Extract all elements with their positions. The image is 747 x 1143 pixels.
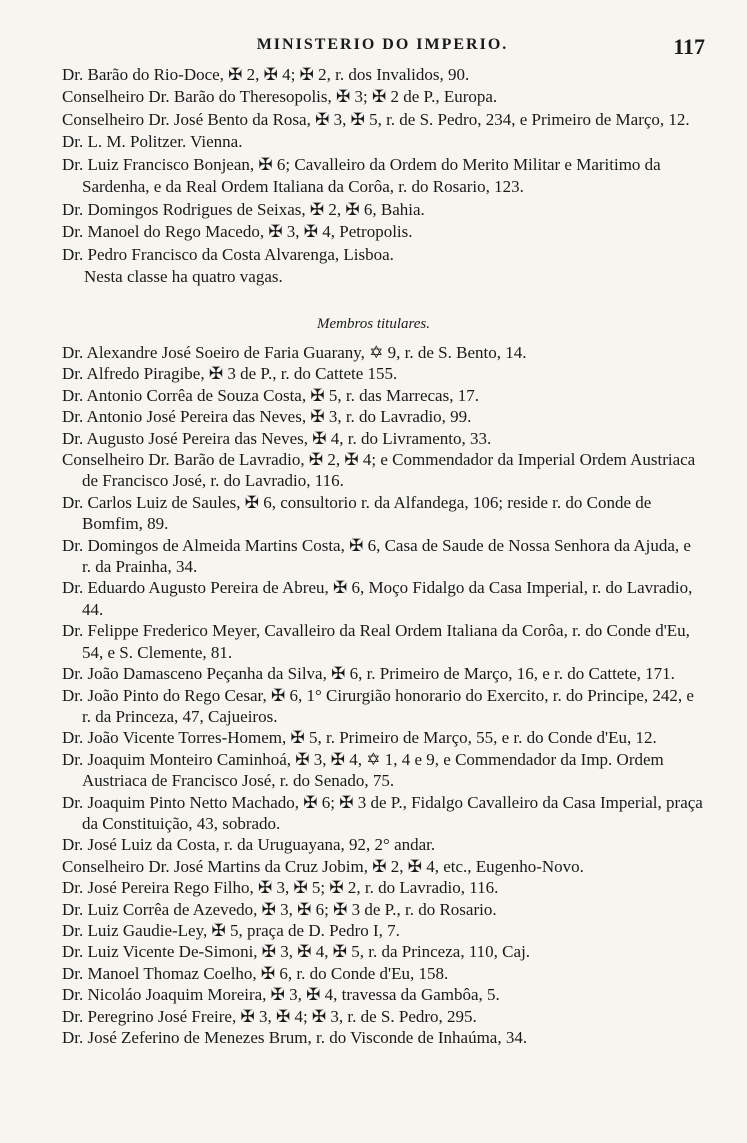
- list-item: Dr. Eduardo Augusto Pereira de Abreu, ✠ 6, Moço Fidalgo da Casa Imperial, r. do Lavradio, 44.: [62, 578, 693, 619]
- list-item: Conselheiro Dr. José Martins da Cruz Jobim, ✠ 2, ✠ 4, etc., Eugenho-Novo.: [62, 856, 584, 876]
- members-list: [62, 342, 703, 1048]
- list-item: Dr. Manoel Thomaz Coelho, ✠ 6, r. do Conde d'Eu, 158.: [62, 963, 449, 983]
- list-item: Dr. Joaquim Monteiro Caminhoá, ✠ 3, ✠ 4, ✡ 1, 4 e 9, e Commendador da Imp. Ordem Austriaca de Francisco José, r. do Senado, 75.: [62, 749, 664, 791]
- list-item: Dr. João Pinto do Rego Cesar, ✠ 6, 1° Cirurgião honorario do Exercito, r. do Principe, 242, e r. da Princeza, 47, Cajueiros.: [62, 685, 694, 726]
- list-item: Dr. Domingos de Almeida Martins Costa, ✠ 6, Casa de Saude de Nossa Senhora da Ajuda, e r. da Prainha, 34.: [62, 535, 691, 577]
- list-item: Dr. Peregrino José Freire, ✠ 3, ✠ 4; ✠ 3, r. de S. Pedro, 295.: [62, 1006, 477, 1026]
- list-item: Dr. Alfredo Piragibe, ✠ 3 de P., r. do Cattete 155.: [62, 364, 398, 384]
- list-item: Dr. Nicoláo Joaquim Moreira, ✠ 3, ✠ 4, travessa da Gambôa, 5.: [62, 985, 500, 1005]
- list-item: Dr. Carlos Luiz de Saules, ✠ 6, consultorio r. da Alfandega, 106; reside r. do Conde de Bomfim, 89.: [62, 492, 652, 534]
- list-item: Dr. Luiz Vicente De-Simoni, ✠ 3, ✠ 4, ✠ 5, r. da Princeza, 110, Caj.: [62, 942, 531, 962]
- list-item: Dr. L. M. Politzer. Vienna.: [62, 132, 243, 152]
- vacancy-note: Nesta classe ha quatro vagas.: [84, 266, 283, 286]
- list-item: Dr. Manoel do Rego Macedo, ✠ 3, ✠ 4, Petropolis.: [62, 222, 413, 242]
- list-item: Dr. Domingos Rodrigues de Seixas, ✠ 2, ✠ 6, Bahia.: [62, 199, 425, 219]
- list-item: Dr. Barão do Rio-Doce, ✠ 2, ✠ 4; ✠ 2, r. dos Invalidos, 90.: [62, 65, 470, 84]
- list-item: Dr. Luiz Corrêa de Azevedo, ✠ 3, ✠ 6; ✠ 3 de P., r. do Rosario.: [62, 899, 497, 919]
- list-item: Dr. Luiz Gaudie-Ley, ✠ 5, praça de D. Pedro I, 7.: [62, 920, 400, 940]
- page-number: 117: [673, 34, 705, 59]
- list-item: Dr. Alexandre José Soeiro de Faria Guarany, ✡ 9, r. de S. Bento, 14.: [62, 343, 527, 362]
- list-item: Conselheiro Dr. Barão do Theresopolis, ✠ 3; ✠ 2 de P., Europa.: [62, 87, 498, 107]
- list-item: Dr. José Zeferino de Menezes Brum, r. do Visconde de Inhaúma, 34.: [62, 1028, 528, 1047]
- list-item: Conselheiro Dr. Barão de Lavradio, ✠ 2, ✠ 4; e Commendador da Imperial Ordem Austriaca de Francisco José, r. do Lavradio, 116.: [62, 450, 696, 491]
- running-head: MINISTERIO DO IMPERIO.: [256, 36, 509, 53]
- list-item: Dr. Luiz Francisco Bonjean, ✠ 6; Cavalleiro da Ordem do Merito Militar e Maritimo da Sardenha, e da Real Ordem Italiana da Corôa, r. do Rosario, 123.: [62, 154, 661, 197]
- list-item: Dr. José Luiz da Costa, r. da Uruguayana, 92, 2° andar.: [62, 835, 436, 855]
- correspondents-list: [62, 64, 703, 288]
- list-item: Dr. Felippe Frederico Meyer, Cavalleiro da Real Ordem Italiana da Corôa, r. do Conde d'Eu, 54, e S. Clemente, 81.: [62, 621, 690, 662]
- list-item: Dr. José Pereira Rego Filho, ✠ 3, ✠ 5; ✠ 2, r. do Lavradio, 116.: [62, 878, 499, 898]
- list-item: Dr. Antonio José Pereira das Neves, ✠ 3, r. do Lavradio, 99.: [62, 407, 472, 427]
- list-item: Dr. Pedro Francisco da Costa Alvarenga, Lisboa.: [62, 244, 394, 264]
- list-item: Dr. Joaquim Pinto Netto Machado, ✠ 6; ✠ 3 de P., Fidalgo Cavalleiro da Casa Imperial, praça da Constituição, 43, sobrado.: [62, 792, 703, 833]
- list-item: Dr. Augusto José Pereira das Neves, ✠ 4, r. do Livramento, 33.: [62, 428, 492, 448]
- list-item: Conselheiro Dr. José Bento da Rosa, ✠ 3, ✠ 5, r. de S. Pedro, 234, e Primeiro de Março, 12.: [62, 109, 690, 129]
- list-item: Dr. Antonio Corrêa de Souza Costa, ✠ 5, r. das Marrecas, 17.: [62, 385, 479, 405]
- section-title: Membros titulares.: [316, 316, 431, 332]
- list-item: Dr. João Damasceno Peçanha da Silva, ✠ 6, r. Primeiro de Março, 16, e r. do Cattete, 171.: [62, 664, 675, 684]
- list-item: Dr. João Vicente Torres-Homem, ✠ 5, r. Primeiro de Março, 55, e r. do Conde d'Eu, 12.: [62, 728, 657, 748]
- page-header: [60, 34, 705, 58]
